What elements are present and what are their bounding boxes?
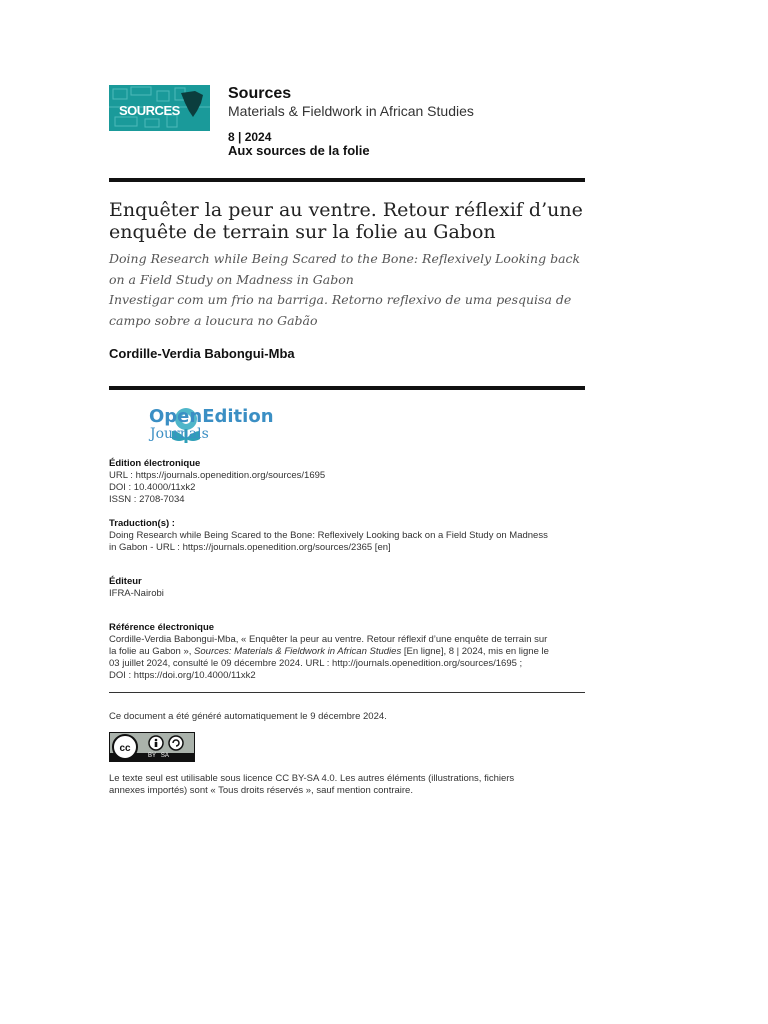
section-translation: [109, 518, 585, 554]
reference-line-3[interactable]: 03 juillet 2024, consulté le 09 décembre 2024. URL : http://journals.openedition.org/sources/1695 ;: [109, 658, 523, 669]
publisher-name: IFRA-Nairobi: [109, 588, 164, 599]
translation-heading: Traduction(s) :: [109, 518, 175, 529]
journal-logo: [109, 85, 210, 131]
reference-journal-name: Sources: Materials & Fieldwork in African Studies: [194, 646, 402, 657]
issue-number: 8 | 2024: [228, 130, 272, 144]
journal-title: Sources: [228, 85, 292, 102]
reference-line-2-end: [En ligne], 8 | 2024, mis en ligne le: [401, 646, 549, 657]
issue-title: Aux sources de la folie: [228, 143, 370, 158]
reference-line-2-start: la folie au Gabon »,: [109, 646, 195, 657]
translation-line-1: Doing Research while Being Scared to the Bone: Reflexively Looking back on a Field Study on Madness: [109, 530, 548, 541]
edition-url[interactable]: URL : https://journals.openedition.org/sources/1695: [109, 470, 326, 481]
cc-badge-label: BY SA: [148, 753, 169, 759]
divider-middle: [109, 386, 585, 390]
reference-heading: Référence électronique: [109, 622, 215, 633]
licence-line-1: Le texte seul est utilisable sous licence CC BY-SA 4.0. Les autres éléments (illustrations, fichiers: [109, 773, 515, 784]
logo-wordmark: SOURCES: [119, 103, 180, 118]
divider-bottom: [109, 692, 585, 693]
journal-subtitle: Materials & Fieldwork in African Studies: [228, 103, 474, 119]
svg-text:cc: cc: [119, 743, 131, 754]
licence-line-2: annexes importés) sont « Tous droits réservés », sauf mention contraire.: [109, 785, 413, 796]
openedition-name: OpenEdition: [149, 406, 274, 427]
article-author: Cordille-Verdia Babongui-Mba: [109, 346, 295, 361]
licence-notice: [109, 773, 585, 797]
edition-issn: ISSN : 2708-7034: [109, 494, 185, 505]
openedition-journals: Journals: [150, 426, 209, 442]
reference-line-1: Cordille-Verdia Babongui-Mba, « Enquêter la peur au ventre. Retour réflexif d’une enquête de terrain sur: [109, 634, 548, 645]
reference-line-2: [109, 646, 585, 658]
publisher-heading: Éditeur: [109, 576, 142, 587]
generated-notice: Ce document a été généré automatiquement le 9 décembre 2024.: [109, 711, 387, 722]
translation-line-2[interactable]: in Gabon - URL : https://journals.openedition.org/sources/2365 [en]: [109, 542, 391, 553]
reference-line-4[interactable]: DOI : https://doi.org/10.4000/11xk2: [109, 670, 256, 681]
cc-by-sa-badge[interactable]: [109, 732, 195, 762]
section-reference: [109, 622, 585, 682]
section-edition: [109, 458, 585, 506]
section-publisher: [109, 576, 585, 600]
article-title-portuguese: Investigar com um frio na barriga. Retorno reflexivo de uma pesquisa de campo sobre a loucura no Gabão: [109, 292, 572, 328]
edition-heading: Édition électronique: [109, 458, 201, 469]
edition-doi: DOI : 10.4000/11xk2: [109, 482, 196, 493]
divider-top: [109, 178, 585, 182]
article-title-english: Doing Research while Being Scared to the Bone: Reflexively Looking back on a Field Study on Madness in Gabon: [109, 251, 581, 287]
article-title: Enquêter la peur au ventre. Retour réflexif d’une enquête de terrain sur la folie au Gabon: [109, 199, 583, 243]
